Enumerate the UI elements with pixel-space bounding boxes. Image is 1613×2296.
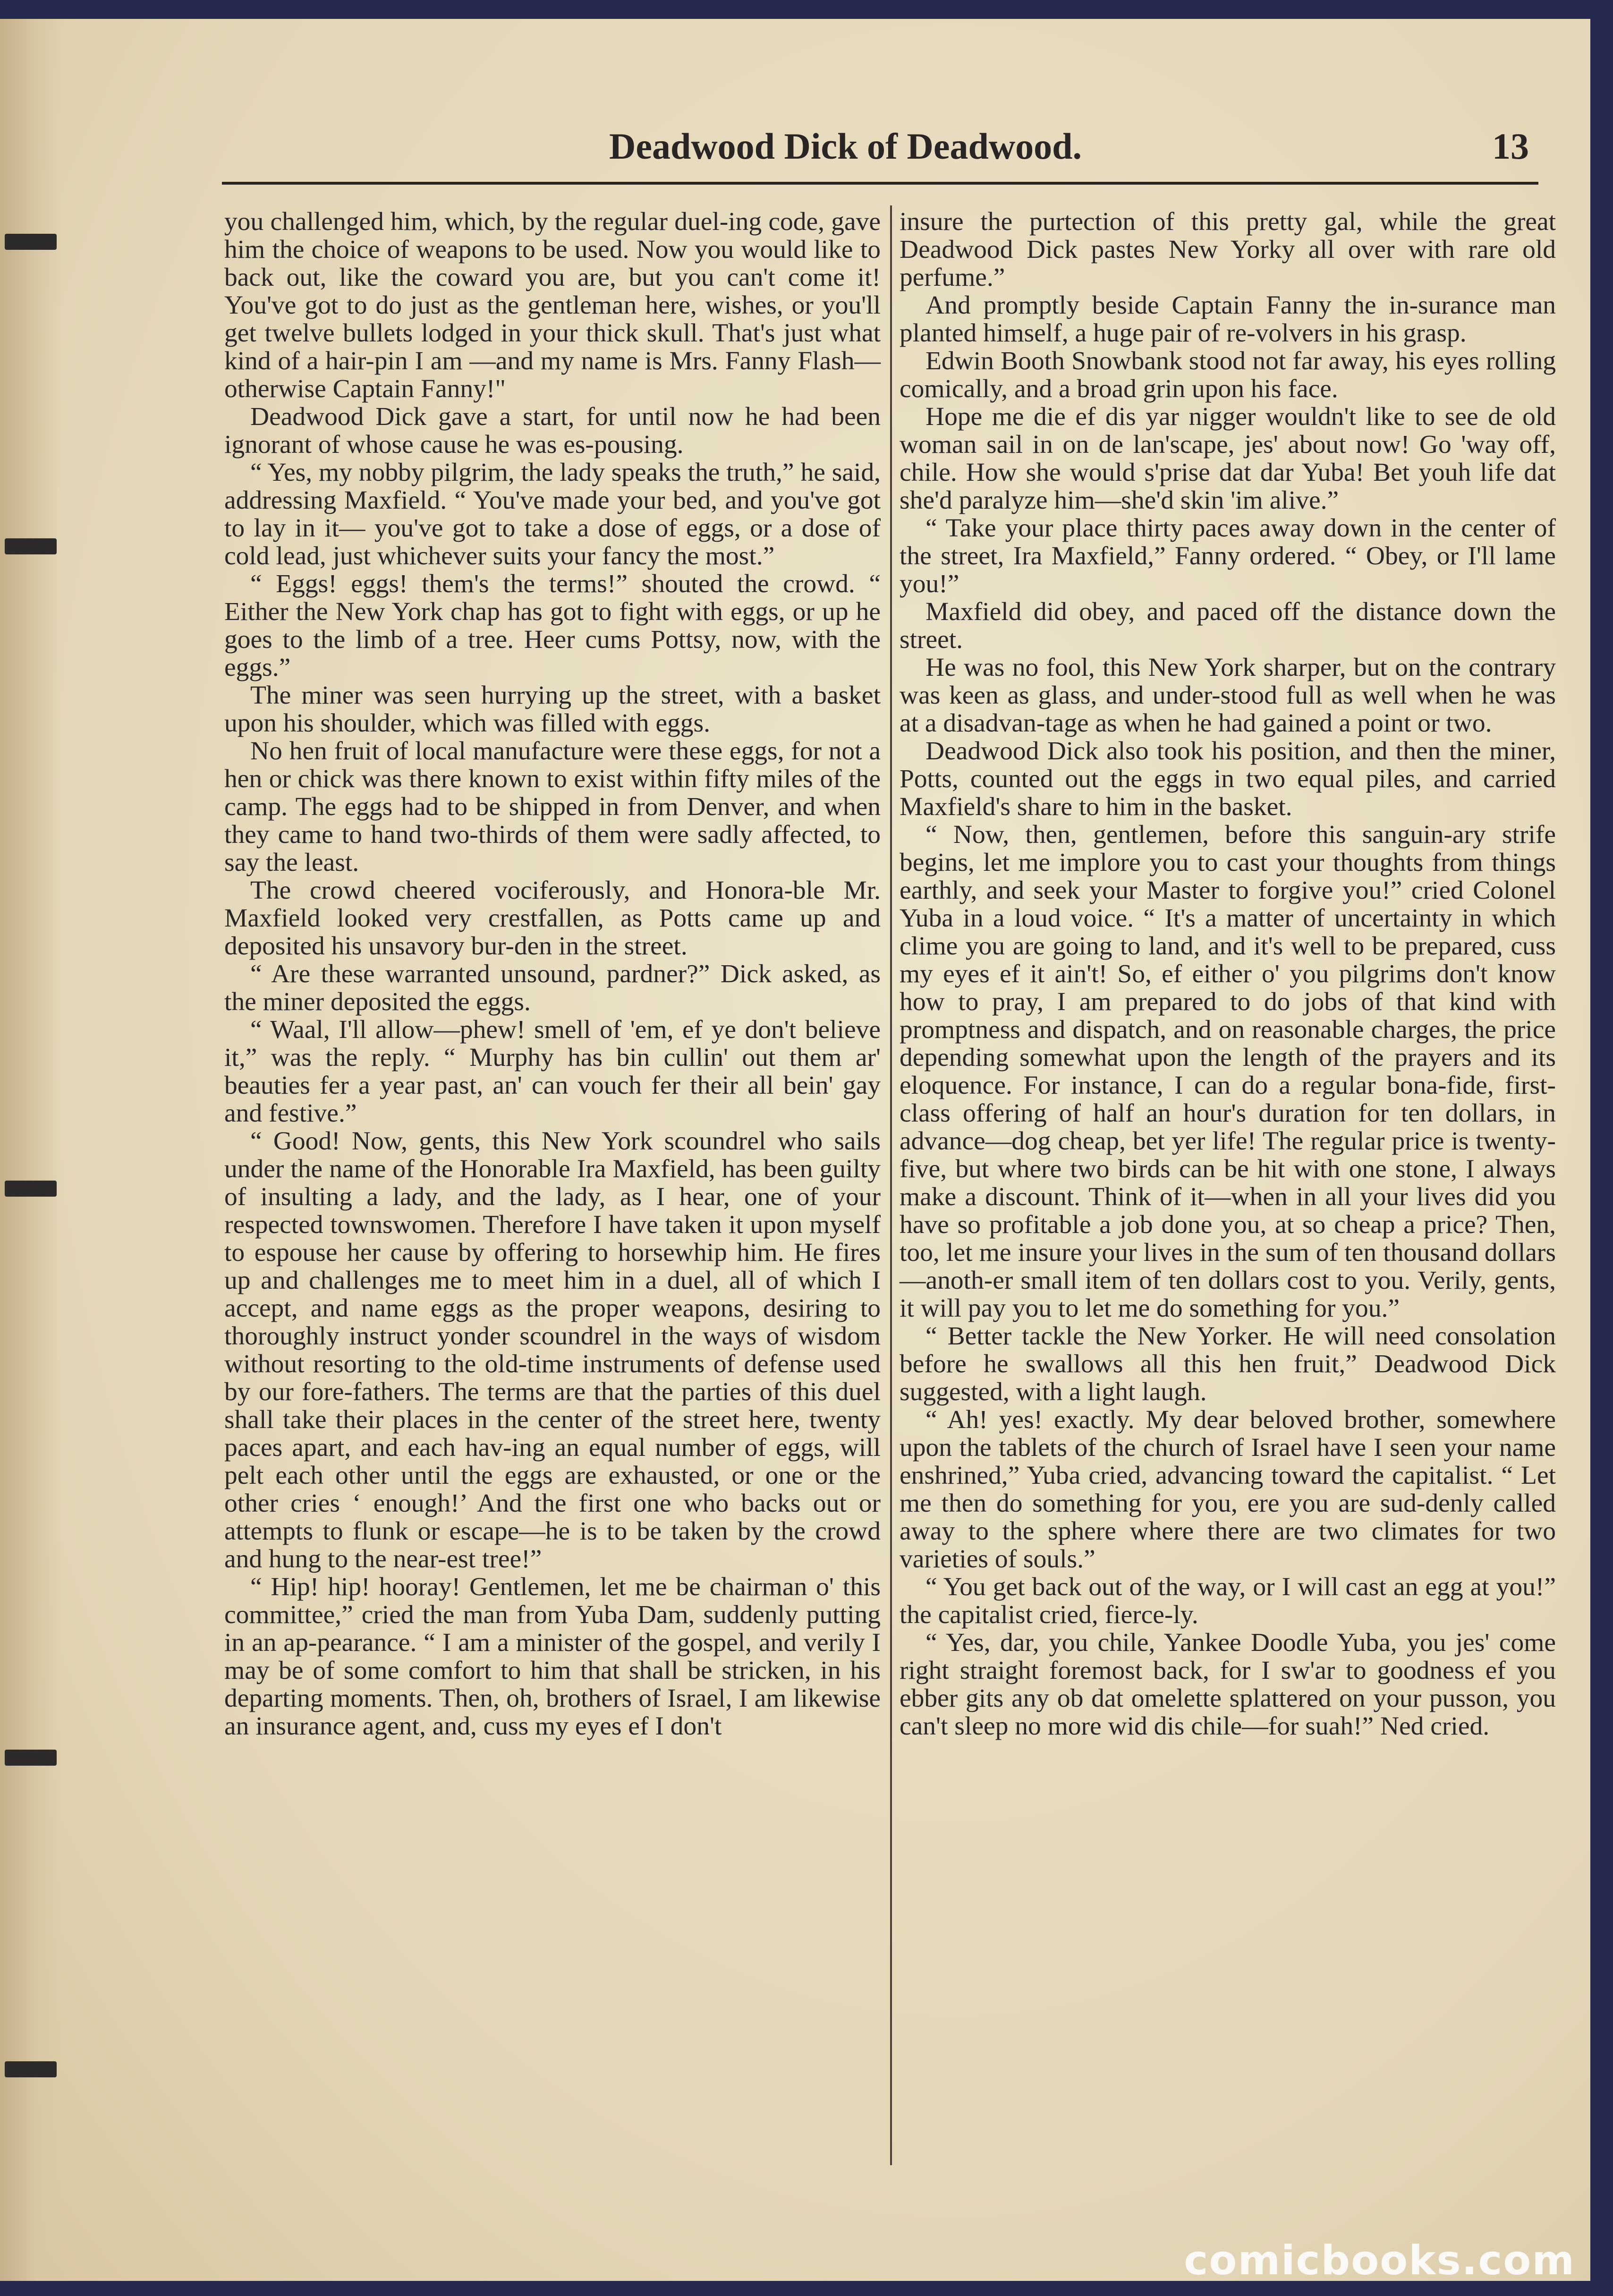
paragraph: “ You get back out of the way, or I will cast an egg at you!” the capitalist cried, fierce-ly.	[900, 1573, 1556, 1629]
binding-stitch	[5, 2061, 57, 2077]
binding-stitch	[5, 234, 57, 250]
paragraph: “ Hip! hip! hooray! Gentlemen, let me be chairman o' this committee,” cried the man from Yuba Dam, suddenly putting in an ap-pearance. “ I am a minister of the gospel, and verily I may be of some comfort to him that shall be stricken, in his departing moments. Then, oh, brothers of Israel, I am likewise an insurance agent, and, cuss my eyes ef I don't	[224, 1573, 881, 1741]
paragraph: The crowd cheered vociferously, and Honora-ble Mr. Maxfield looked very crestfallen, as Potts came up and deposited his unsavory bur-den in the street.	[224, 876, 881, 961]
paragraph: No hen fruit of local manufacture were these eggs, for not a hen or chick was there known to exist within fifty miles of the camp. The eggs had to be shipped in from Denver, and when they came to hand two-thirds of them were sadly affected, to say the least.	[224, 737, 881, 877]
paragraph: “ Are these warranted unsound, pardner?” Dick asked, as the miner deposited the eggs.	[224, 960, 881, 1016]
paragraph: “ Good! Now, gents, this New York scoundrel who sails under the name of the Honorable Ira Maxfield, has been guilty of insulting a lady, and the lady, as I hear, one of your respected townswomen. Therefore I have taken it upon myself to espouse her cause by offering to horsewhip him. He fires up and challenges me to meet him in a duel, all of which I accept, and name eggs as the proper weapons, desiring to thoroughly instruct yonder scoundrel in the ways of wisdom without resorting to the old-time instruments of defense used by our fore-fathers. The terms are that the parties of this duel shall take their places in the center of the street here, twenty paces apart, and each hav-ing an equal number of eggs, will pelt each other until the eggs are exhausted, or one or the other cries ‘ enough!’ And the first one who backs out or attempts to flunk or escape—he is to be taken by the crowd and hung to the near-est tree!”	[224, 1127, 881, 1573]
paragraph: And promptly beside Captain Fanny the in-surance man planted himself, a huge pair of re-volvers in his grasp.	[900, 291, 1556, 348]
running-header	[222, 111, 1538, 185]
paragraph: Deadwood Dick gave a start, for until now he had been ignorant of whose cause he was es-pousing.	[224, 402, 881, 459]
paragraph: “ Yes, my nobby pilgrim, the lady speaks the truth,” he said, addressing Maxfield. “ You've made your bed, and you've got to lay in it— you've got to take a dose of eggs, or a dose of cold lead, just whichever suits your fancy the most.”	[224, 458, 881, 570]
paragraph: “ Take your place thirty paces away down in the center of the street, Ira Maxfield,” Fanny ordered. “ Obey, or I'll lame you!”	[900, 514, 1556, 598]
paragraph: Deadwood Dick also took his position, and then the miner, Potts, counted out the eggs in two equal piles, and carried Maxfield's share to him in the basket.	[900, 737, 1556, 821]
watermark: comicbooks.com	[1184, 2237, 1575, 2284]
paragraph: Hope me die ef dis yar nigger wouldn't like to see de old woman sail in on de lan'scape, jes' about now! Go 'way off, chile. How she would s'prise dat dar Yuba! Bet youh life dat she'd paralyze him—she'd skin 'im alive.”	[900, 402, 1556, 515]
left-column	[224, 208, 881, 1740]
paragraph: Edwin Booth Snowbank stood not far away, his eyes rolling comically, and a broad grin upon his face.	[900, 347, 1556, 403]
right-column	[900, 208, 1556, 1740]
page-number: 13	[1492, 126, 1529, 167]
paragraph: Maxfield did obey, and paced off the distance down the street.	[900, 597, 1556, 654]
paragraph: you challenged him, which, by the regular duel-ing code, gave him the choice of weapons to be used. Now you would like to back out, like the coward you are, but you can't come it! You've got to do just as the gentleman here, wishes, or you'll get twelve bullets lodged in your thick skull. That's just what kind of a hair-pin I am —and my name is Mrs. Fanny Flash—otherwise Captain Fanny!"	[224, 207, 881, 403]
paragraph: “ Waal, I'll allow—phew! smell of 'em, ef ye don't believe it,” was the reply. “ Murphy has bin cullin' out them ar' beauties fer a year past, an' can vouch fer their all bein' gay and festive.”	[224, 1015, 881, 1128]
book-page	[0, 19, 1590, 2281]
binding-stitch	[5, 1181, 57, 1197]
paragraph: “ Now, then, gentlemen, before this sanguin-ary strife begins, let me implore you to cast your thoughts from things earthly, and seek your Master to forgive you!” cried Colonel Yuba in a loud voice. “ It's a matter of uncertainty in which clime you are going to land, and it's well to be prepared, cuss my eyes ef it ain't! So, ef either o' you pilgrims don't know how to pray, I am prepared to do jobs of that kind with promptness and dispatch, and on reasonable charges, the price depending somewhat upon the length of the prayers and its eloquence. For instance, I can do a regular bona-fide, first-class offering of half an hour's duration for ten dollars, in advance—dog cheap, bet yer life! The regular price is twenty-five, but where two birds can be hit with one stone, I always make a discount. Think of it—when in all your lives did you have so profitable a job done you, at so cheap a price? Then, too, let me insure your lives in the sum of ten thousand dollars—anoth-er small item of ten dollars cost to you. Verily, gents, it will pay you to let me do something for you.”	[900, 820, 1556, 1323]
paragraph: “ Eggs! eggs! them's the terms!” shouted the crowd. “ Either the New York chap has got to fight with eggs, or up he goes to the limb of a tree. Heer cums Pottsy, now, with the eggs.”	[224, 570, 881, 682]
paragraph: The miner was seen hurrying up the street, with a basket upon his shoulder, which was filled with eggs.	[224, 681, 881, 738]
page-binding	[0, 19, 61, 2281]
binding-stitch	[5, 1750, 57, 1766]
paragraph: “ Yes, dar, you chile, Yankee Doodle Yuba, you jes' come right straight foremost back, for I sw'ar to goodness ef you ebber gits any ob dat omelette splattered on your pusson, you can't sleep no more wid dis chile—for suah!” Ned cried.	[900, 1628, 1556, 1741]
running-title: Deadwood Dick of Deadwood.	[609, 126, 1082, 167]
paragraph: insure the purtection of this pretty gal, while the great Deadwood Dick pastes New Yorky all over with rare old perfume.”	[900, 207, 1556, 292]
column-divider	[890, 205, 892, 2165]
paragraph: “ Ah! yes! exactly. My dear beloved brother, somewhere upon the tablets of the church of Israel have I seen your name enshrined,” Yuba cried, advancing toward the capitalist. “ Let me then do something for you, ere you are sud-denly called away to the sphere where there are two climates for two varieties of souls.”	[900, 1405, 1556, 1573]
paragraph: “ Better tackle the New Yorker. He will need consolation before he swallows all this hen fruit,” Deadwood Dick suggested, with a light laugh.	[900, 1322, 1556, 1406]
binding-stitch	[5, 538, 57, 554]
paragraph: He was no fool, this New York sharper, but on the contrary was keen as glass, and under-stood full as well when he was at a disadvan-tage as when he had gained a point or two.	[900, 653, 1556, 738]
